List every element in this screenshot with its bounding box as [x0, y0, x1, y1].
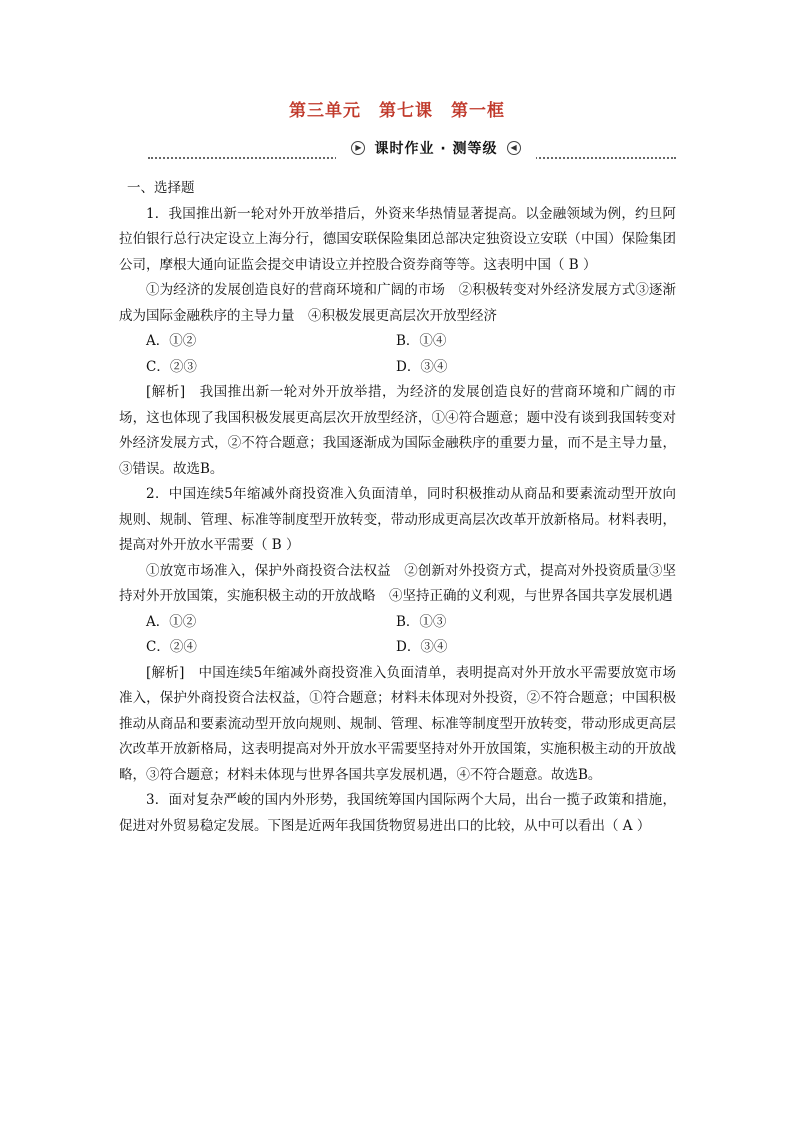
question-stem: 2．中国连续5年缩减外商投资准入负面清单，同时积极推动从商品和要素流动型开放向规则、规制、管理、标准等制度型开放转变，带动形成更高层次改革开放新格局。材料表明，提高对外开放水平需要（ B ）	[119, 486, 676, 553]
play-right-icon: ▶	[351, 141, 365, 155]
option-a: A．①②	[146, 333, 197, 349]
question-analysis: [解析] 我国推出新一轮对外开放举措，为经济的发展创造良好的营商环境和广阔的市场，这也体现了我国积极发展更高层次开放型经济，①④符合题意；题中没有谈到我国转变对外经济发展方式，②不符合题意；我国逐渐成为国际金融秩序的重要力量，而不是主导力量，③错误。故选B。	[119, 384, 676, 477]
option-c: C．②③	[146, 358, 197, 375]
question-stem: 1．我国推出新一轮对外开放举措后，外资来华热情显著提高。以金融领域为例，约旦阿拉伯银行总行决定设立上海分行，德国安联保险集团总部决定独资设立安联（中国）保险集团公司，摩根大通向证监会提交申请设立并控股合资券商等等。这表明中国（ B ）	[119, 205, 676, 273]
option-c: C．②④	[146, 639, 197, 655]
section-banner	[148, 134, 676, 162]
option-a: A．①②	[146, 613, 197, 630]
options-row	[119, 329, 676, 355]
option-d: D．③④	[396, 358, 448, 375]
options-row	[119, 635, 676, 661]
options-row	[119, 610, 676, 636]
banner-label: 课时作业 · 测等级	[374, 141, 498, 157]
question-statements: ①放宽市场准入，保护外商投资合法权益 ②创新对外投资方式，提高对外投资质量③坚持对外开放国策，实施积极主动的开放战略 ④坚持正确的义利观，与世界各国共享发展机遇	[119, 562, 676, 604]
option-b: B．①④	[396, 333, 447, 349]
question-stem: 3．面对复杂严峻的国内外形势，我国统筹国内国际两个大局，出台一揽子政策和措施，促进对外贸易稳定发展。下图是近两年我国货物贸易进出口的比较，从中可以看出（ A ）	[119, 792, 676, 834]
option-d: D．③④	[396, 639, 448, 655]
play-left-icon: ◀	[507, 141, 521, 155]
banner-box	[336, 136, 536, 160]
document-body	[119, 176, 676, 839]
question-analysis: [解析] 中国连续5年缩减外商投资准入负面清单，表明提高对外开放水平需要放宽市场准入，保护外商投资合法权益，①符合题意；材料未体现对外投资，②不符合题意；中国积极推动从商品和要素流动型开放向规则、规制、管理、标准等制度型开放转变，带动形成更高层次改革开放新格局，这表明提高对外开放水平需要坚持对外开放国策，实施积极主动的开放战略，③符合题意；材料未体现与世界各国共享发展机遇，④不符合题意。故选B。	[119, 664, 676, 783]
options-row	[119, 355, 676, 381]
question-statements: ①为经济的发展创造良好的营商环境和广阔的市场 ②积极转变对外经济发展方式③逐渐成为国际金融秩序的主导力量 ④积极发展更高层次开放型经济	[119, 282, 676, 324]
section-heading: 一、选择题	[127, 180, 195, 196]
page-title: 第三单元 第七课 第一框	[289, 101, 505, 121]
option-b: B．①③	[396, 613, 447, 630]
